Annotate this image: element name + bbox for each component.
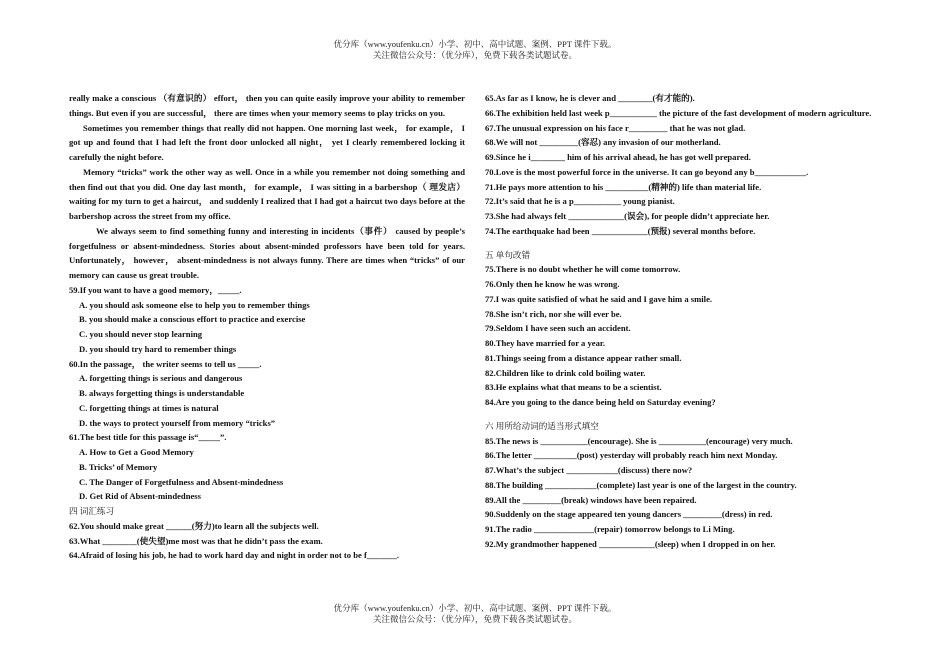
right-column xyxy=(485,91,885,552)
header-line-2: 关注微信公众号：（优分库），免费下载各类试题试卷。 xyxy=(372,50,577,60)
vocab-item: 62.You should make great ______(努力)to learn all the subjects well. xyxy=(69,520,319,531)
question-60-option-a: A. forgetting things is serious and dangerous xyxy=(79,373,243,384)
header-line-1: 优分库（www.youfenku.cn）小学、初中、高中试题、案例、PPT 课件下载。 xyxy=(333,39,617,49)
passage-paragraph-1: really make a conscious （有意识的） effort， then you can quite easily improve your ability to remember things. But even if you are successful， there are times when your memory seems to play tricks on you. xyxy=(69,93,465,118)
vocab-item: 72.It’s said that he is a p___________ young pianist. xyxy=(485,196,675,207)
correction-item: 79.Seldom I have seen such an accident. xyxy=(485,323,631,334)
correction-item: 84.Are you going to the dance being held on Saturday evening? xyxy=(485,397,716,407)
correction-item: 78.She isn’t rich, nor she will ever be. xyxy=(485,308,622,319)
vocab-item: 70.Love is the most powerful force in the universe. It can go beyond any b____________. xyxy=(485,166,809,177)
footer-line-1: 优分库（www.youfenku.cn）小学、初中、高中试题、案例、PPT 课件下载。 xyxy=(333,603,617,613)
question-60-option-d: D. the ways to protect yourself from memory “tricks” xyxy=(79,417,276,428)
verb-form-item: 85.The news is ___________(encourage). She is ___________(encourage) very much. xyxy=(485,435,793,446)
correction-item: 80.They have married for a year. xyxy=(485,338,606,348)
question-59-option-a: A. you should ask someone else to help you to remember things xyxy=(79,299,310,310)
section-4-title: 四 词汇练习 xyxy=(69,506,115,516)
correction-item: 76.Only then he know he was wrong. xyxy=(485,279,620,289)
verb-form-item: 92.My grandmother happened _____________(sleep) when I dropped in on her. xyxy=(485,538,776,549)
section-spacer xyxy=(485,410,885,419)
question-61-option-a: A. How to Get a Good Memory xyxy=(79,447,194,457)
passage-paragraph-2: Sometimes you remember things that really did not happen. One morning last week， for example， I got up and found that I had left the front door unlocked all night， yet I clearly remembered locking it carefully the night before. xyxy=(69,122,465,162)
verb-form-item: 86.The letter __________(post) yesterday will probably reach him next Monday. xyxy=(485,450,778,461)
vocab-item: 73.She had always felt _____________(误会), for people didn’t appreciate her. xyxy=(485,211,770,221)
vocab-item: 69.Since he i________ him of his arrival ahead, he has got well prepared. xyxy=(485,152,751,162)
passage-paragraph-3: Memory “tricks” work the other way as well. Once in a while you remember not doing something and then find out that you did. One day last month， for example， I was sitting in a barbershop（ 理发店） waiting for my turn to get a haircut， and suddenly I realized that I had got a haircut two days before at the barbershop across the street from my office. xyxy=(69,166,465,221)
verb-form-item: 90.Suddenly on the stage appeared ten young dancers _________(dress) in red. xyxy=(485,509,773,520)
section-5-title: 五 单句改错 xyxy=(485,249,531,260)
correction-item: 77.I was quite satisfied of what he said and I gave him a smile. xyxy=(485,293,713,304)
passage-paragraph-4: We always seem to find something funny and interesting in incidents（事件） caused by people’s forgetfulness or absent-mindedness. Stories about absent-minded professors have been told for years. Unfortunately， however， absent-mindedness is not always funny. There are times when “tricks” of our memory can cause us great trouble. xyxy=(69,225,465,280)
vocab-item: 74.The earthquake had been _____________(预报) several months before. xyxy=(485,225,756,236)
section-6-title: 六 用所给动词的适当形式填空 xyxy=(485,420,599,431)
correction-item: 75.There is no doubt whether he will come tomorrow. xyxy=(485,264,681,275)
vocab-item: 63.What ________(使失望)me most was that he didn’t pass the exam. xyxy=(69,535,323,546)
question-59-option-b: B. you should make a conscious effort to practice and exercise xyxy=(79,314,306,325)
question-60-option-c: C. forgetting things at times is natural xyxy=(79,402,219,413)
question-59-option-d: D. you should try hard to remember things xyxy=(79,343,237,354)
question-61-option-b: B. Tricks’ of Memory xyxy=(79,461,158,472)
question-61-option-d: D. Get Rid of Absent-mindedness xyxy=(79,491,201,502)
verb-form-item: 91.The radio ______________(repair) tomorrow belongs to Li Ming. xyxy=(485,524,735,534)
left-column xyxy=(69,91,465,563)
verb-form-item: 87.What’s the subject ____________(discuss) there now? xyxy=(485,465,693,475)
footer-line-2: 关注微信公众号：（优分库），免费下载各类试题试卷。 xyxy=(372,614,577,624)
correction-item: 81.Things seeing from a distance appear rather small. xyxy=(485,352,682,363)
vocab-item: 64.Afraid of losing his job, he had to work hard day and night in order not to be f_______. xyxy=(69,550,400,561)
vocab-item: 71.He pays more attention to his __________(精神的) life than material life. xyxy=(485,181,762,192)
vocab-item: 68.We will not _________(容忍) any invasion of our motherland. xyxy=(485,137,721,148)
correction-item: 82.Children like to drink cold boiling water. xyxy=(485,367,646,378)
verb-form-item: 88.The building ____________(complete) last year is one of the largest in the country. xyxy=(485,479,797,490)
page-footer xyxy=(0,603,950,625)
page-header xyxy=(0,39,950,61)
correction-item: 83.He explains what that means to be a scientist. xyxy=(485,382,662,393)
vocab-item: 65.As far as I know, he is clever and ________(有才能的). xyxy=(485,93,695,103)
question-59-stem: 59.If you want to have a good memory，_____. xyxy=(69,284,242,295)
vocab-item: 66.The exhibition held last week p___________ the picture of the fast development of modern agriculture. xyxy=(485,107,872,118)
section-spacer xyxy=(485,239,885,248)
question-60-stem: 60.In the passage， the writer seems to tell us _____. xyxy=(69,358,262,369)
question-59-option-c: C. you should never stop learning xyxy=(79,329,203,339)
question-61-stem: 61.The best title for this passage is“_____”. xyxy=(69,432,227,443)
vocab-item: 67.The unusual expression on his face r_________ that he was not glad. xyxy=(485,122,746,133)
verb-form-item: 89.All the _________(break) windows have been repaired. xyxy=(485,494,697,505)
question-61-option-c: C. The Danger of Forgetfulness and Absent-mindedness xyxy=(79,476,284,487)
question-60-option-b: B. always forgetting things is understandable xyxy=(79,388,245,398)
